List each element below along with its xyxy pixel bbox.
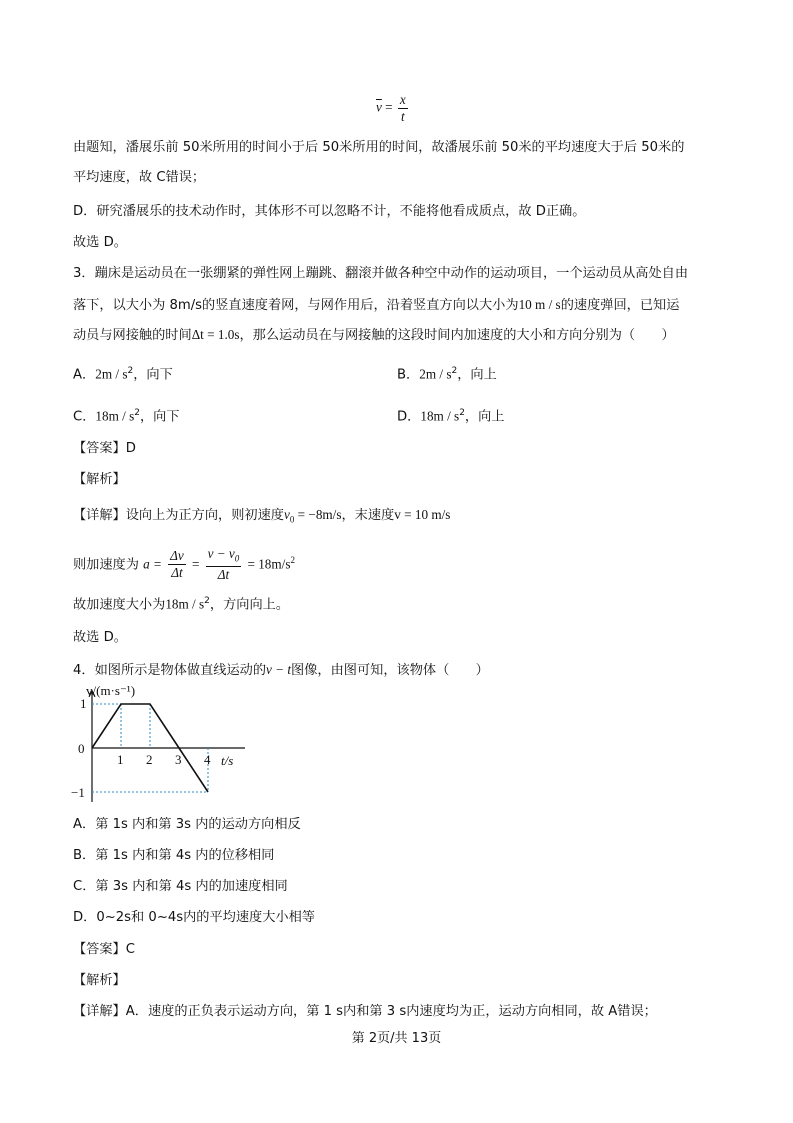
text-line: 故选 D。 [73,235,127,250]
vt-graph-svg [70,682,245,802]
v-bar: $\overline{v}$ [376,99,382,115]
y-tick-label: 0 [78,741,85,756]
q3-choose: 故选 D。 [73,630,127,645]
q3-stem-line: 3．蹦床是运动员在一张绷紧的弹性网上蹦跳、翻滚并做各种空中动作的运动项目，一个运动员从高处自由 [73,266,689,281]
q4-option-c: C．第 3s 内和第 4s 内的加速度相同 [73,879,288,894]
q3-option-d: D．$18m / s^2$，向上 [397,408,505,425]
x-tick-label: 1 [117,752,124,767]
x-tick-label: 2 [146,752,153,767]
text-line: 平均速度，故 C错误； [73,170,206,185]
q3-magnitude: 故加速度大小为$18m / s^2$，方向向上。 [73,596,290,613]
x-axis-label: t/s [221,753,234,768]
q4-option-b: B．第 1s 内和第 4s 内的位移相同 [73,848,275,863]
q3-acceleration-formula: 则加速度为 a = $\frac{\Delta v}{\Delta t}$ = $\frac{v - v_0}{\Delta t}$ = $18m/s^2$ [73,545,295,583]
q4-stem: 4．如图所示是物体做直线运动的v − t图像，由图可知，该物体（ ） [73,662,489,678]
q3-answer: 【答案】D [73,441,136,456]
q3-analysis-heading: 【解析】 [73,472,126,487]
formula-average-velocity: $\overline{v}$ = $\frac{x}{t}$ [376,92,406,124]
page-footer: 第 2页/共 13页 [351,1031,442,1046]
y-axis-label: v/(m·s⁻¹) [86,683,136,698]
q4-detail: 【详解】A．速度的正负表示运动方向，第 1 s内和第 3 s内速度均为正，运动方向相同，故 A错误； [73,1004,657,1019]
q3-stem-line: 落下，以大小为 8m/s的竖直速度着网，与网作用后，沿着竖直方向以大小为10 m / s的速度弹回，已知运 [73,297,680,313]
q3-option-c: C．$18m / s^2$，向下 [73,408,180,425]
q4-answer: 【答案】C [73,942,135,957]
y-tick-label: 1 [80,696,87,711]
q4-option-a: A．第 1s 内和第 3s 内的运动方向相反 [73,817,301,832]
text-line: 由题知，潘展乐前 50米所用的时间小于后 50米所用的时间，故潘展乐前 50米的平均速度大于后 50米的 [73,140,685,155]
q3-option-b: B．$2m / s^2$，向上 [397,366,497,383]
q4-analysis-heading: 【解析】 [73,973,126,988]
x-tick-label: 3 [175,752,182,767]
y-tick-label: −1 [71,785,85,800]
vt-graph [70,682,245,802]
q4-option-d: D．0~2s和 0~4s内的平均速度大小相等 [73,910,315,925]
x-tick-label: 4 [204,752,211,767]
q3-detail: 【详解】设向上为正方向，则初速度$v_0 = -8m/s$，末速度v = 10 m/s [73,507,451,525]
text-line: D．研究潘展乐的技术动作时，其体形不可以忽略不计，不能将他看成质点，故 D正确。 [73,204,586,219]
q3-stem-line: 动员与网接触的时间Δt = 1.0s，那么运动员在与网接触的这段时间内加速度的大小和方向分别为（ ） [73,327,675,343]
q3-option-a: A．$2m / s^2$，向下 [73,366,173,383]
